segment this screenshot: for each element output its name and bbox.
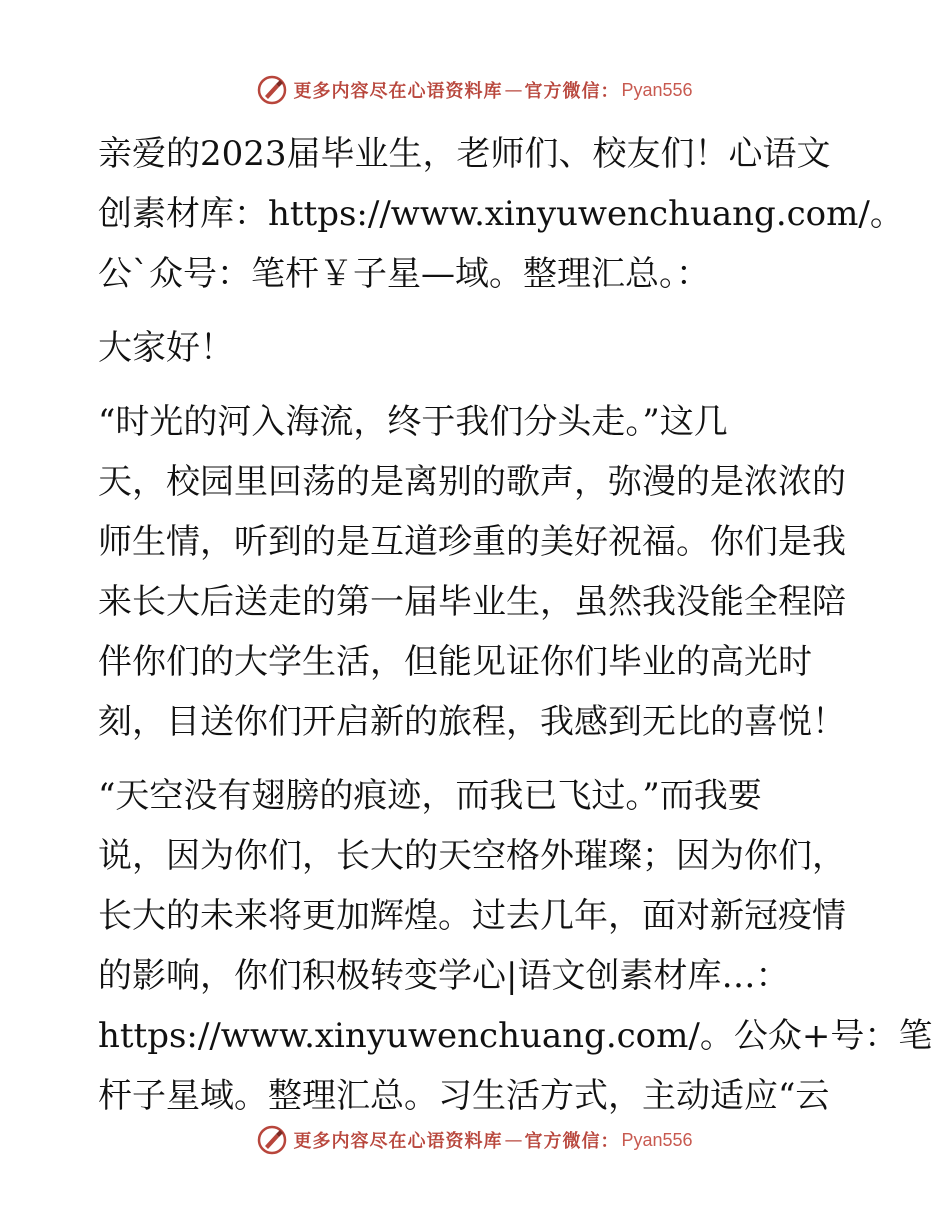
brand-logo-icon: [257, 1125, 287, 1155]
text-line: “时光的河入海流，终于我们分头走。”这几: [98, 402, 728, 442]
text-line: “天空没有翅膀的痕迹，而我已飞过。”而我要: [98, 776, 762, 816]
watermark-wechat-id: Pyan556: [621, 1129, 693, 1150]
text-line: 来长大后送走的第一届毕业生，虽然我没能全程陪: [98, 582, 846, 622]
text-line: 长大的未来将更加辉煌。过去几年，面对新冠疫情: [98, 896, 846, 936]
watermark-text: 更多内容尽在心语资料库: [293, 1131, 503, 1152]
paragraph-greeting: [98, 124, 904, 304]
text-line: https://www.xinyuwenchuang.com/。公众+号：笔: [98, 1016, 933, 1056]
text-line: 伴你们的大学生活，但能见证你们毕业的高光时: [98, 642, 812, 682]
text-line: 天，校园里回荡的是离别的歌声，弥漫的是浓浓的: [98, 462, 846, 502]
footer-watermark: [0, 1120, 950, 1160]
watermark-text: 更多内容尽在心语资料库: [293, 81, 503, 102]
text-line: 刻，目送你们开启新的旅程，我感到无比的喜悦！: [98, 702, 846, 742]
watermark-dash: —: [504, 1129, 523, 1151]
text-line: 说，因为你们，长大的天空格外璀璨；因为你们，: [98, 836, 846, 876]
text-line: 大家好！: [98, 328, 234, 368]
watermark-wechat-id: Pyan556: [621, 79, 693, 100]
document-body: [98, 124, 933, 1126]
watermark-wechat-label: 官方微信：: [524, 1131, 620, 1152]
paragraph-farewell: [98, 392, 858, 752]
text-line: 亲爱的2023届毕业生，老师们、校友们！心语文: [98, 134, 831, 174]
text-line: 的影响，你们积极转变学心|语文创素材库…：: [98, 956, 790, 996]
paragraph-hello: [98, 318, 858, 378]
text-line: 公`众号：笔杆￥子星—域。整理汇总。：: [98, 254, 710, 294]
paragraph-sky: [98, 766, 933, 1126]
header-watermark: [0, 70, 950, 110]
watermark-dash: —: [504, 79, 523, 101]
watermark-wechat-label: 官方微信：: [524, 81, 620, 102]
text-line: 师生情，听到的是互道珍重的美好祝福。你们是我: [98, 522, 846, 562]
text-line: 创素材库：https://www.xinyuwenchuang.com/。: [98, 194, 904, 234]
brand-logo-icon: [257, 75, 287, 105]
text-line: 杆子星域。整理汇总。习生活方式，主动适应“云: [98, 1076, 830, 1116]
